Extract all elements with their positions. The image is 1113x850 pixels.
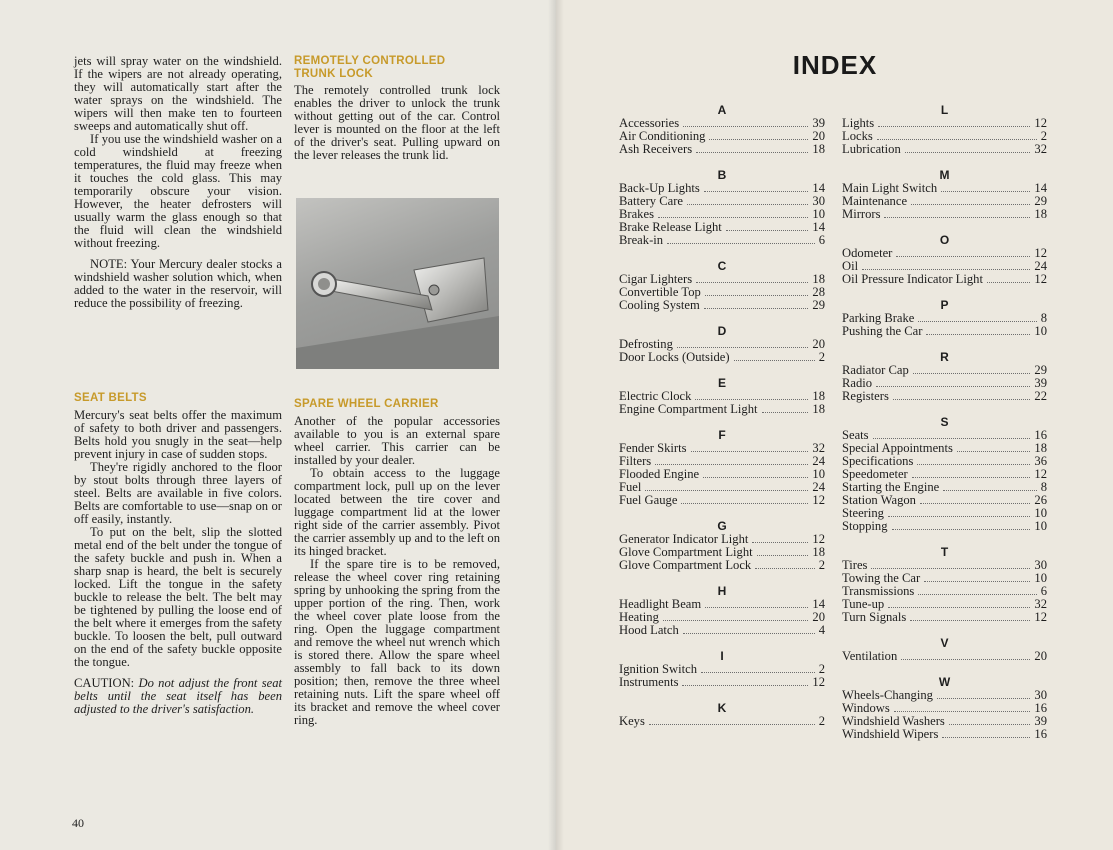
index-entry [842, 611, 1047, 624]
index-entry-leader-dots [687, 204, 808, 205]
index-entry-label: Door Locks (Outside) [619, 350, 730, 364]
index-letter-heading: I [720, 649, 724, 663]
index-entry-leader-dots [876, 386, 1030, 387]
index-entry-label: Oil [842, 259, 859, 273]
index-entry [619, 299, 825, 312]
index-entry-label: Headlight Beam [619, 597, 702, 611]
spare-wheel-heading: SPARE WHEEL CARRIER [294, 398, 439, 410]
index-entry-page: 6 [818, 233, 825, 247]
index-entry-label: Windshield Wipers [842, 727, 939, 741]
seat-belts-paragraph-1: Mercury's seat belts offer the maximum of safety to both driver and passengers. Belts hold you snugly in the seat—help prevent injury in case of sudden stops. [74, 407, 282, 461]
index-entry-page: 32 [1034, 597, 1047, 611]
index-entry-label: Ignition Switch [619, 662, 698, 676]
index-entry-label: Windshield Washers [842, 714, 945, 728]
index-entry [619, 143, 825, 156]
index-entry-page: 24 [812, 480, 825, 494]
index-entry-label: Glove Compartment Light [619, 545, 753, 559]
index-entry [842, 728, 1047, 741]
index-entry-page: 10 [812, 467, 825, 481]
index-title: INDEX [792, 50, 878, 80]
index-entry-label: Brake Release Light [619, 220, 722, 234]
trunk-lock-lever-photo [296, 198, 499, 369]
index-letter-heading: K [717, 701, 727, 715]
index-entry-leader-dots [941, 191, 1030, 192]
index-entry [842, 390, 1047, 403]
index-entry-page: 2 [818, 558, 825, 572]
index-entry-label: Ash Receivers [619, 142, 693, 156]
index-entry-leader-dots [949, 724, 1031, 725]
index-entry-leader-dots [913, 373, 1031, 374]
index-entry-label: Defrosting [619, 337, 673, 351]
index-entry-label: Radio [842, 376, 873, 390]
index-entry-label: Back-Up Lights [619, 181, 700, 195]
index-entry-page: 2 [818, 662, 825, 676]
index-letter-heading: F [718, 428, 726, 442]
index-entry-label: Engine Compartment Light [619, 402, 758, 416]
index-entry-leader-dots [942, 737, 1030, 738]
washer-note: NOTE: Your Mercury dealer stocks a windshield washer solution which, when added to the water in the reservoir, will reduce the possibility of freezing. [74, 257, 282, 310]
index-entry-leader-dots [696, 152, 808, 153]
index-entry-page: 18 [812, 389, 825, 403]
index-entry-leader-dots [677, 347, 809, 348]
index-entry-label: Tune-up [842, 597, 885, 611]
index-entry-leader-dots [705, 607, 808, 608]
index-entry-leader-dots [755, 568, 814, 569]
index-entry-leader-dots [888, 607, 1030, 608]
index-entry-leader-dots [888, 516, 1030, 517]
index-entry-page: 16 [1034, 727, 1047, 741]
index-entry-leader-dots [695, 399, 808, 400]
index-entry-page: 29 [812, 298, 825, 312]
index-entry-label: Filters [619, 454, 652, 468]
index-entry-label: Generator Indicator Light [619, 532, 749, 546]
index-entry-label: Fuel [619, 480, 642, 494]
index-entry [842, 520, 1047, 533]
index-letter-heading: G [717, 519, 727, 533]
index-entry-page: 28 [812, 285, 825, 299]
spare-wheel-section [294, 398, 500, 727]
trunk-lock-section [294, 55, 500, 162]
index-entry [619, 234, 825, 247]
seat-belts-paragraph-2: They're rigidly anchored to the floor by stout bolts through three layers of steel. Belts are available in five colors. Belts are comfortable to use—snap on or off easily, instantly. [74, 459, 282, 526]
index-entry-leader-dots [703, 477, 808, 478]
index-entry [842, 273, 1047, 286]
index-entry-leader-dots [682, 685, 808, 686]
index-entry-leader-dots [918, 321, 1036, 322]
index-entry-leader-dots [726, 230, 809, 231]
seat-belts-section [74, 392, 282, 716]
index-entry-leader-dots [911, 204, 1030, 205]
index-letter-heading: S [940, 415, 949, 429]
index-entry-page: 39 [1034, 376, 1047, 390]
index-entry-page: 12 [1034, 610, 1047, 624]
index-entry-leader-dots [924, 581, 1030, 582]
index-entry [619, 351, 825, 364]
index-entry-label: Specifications [842, 454, 914, 468]
index-entry-label: Steering [842, 506, 884, 520]
index-entry-page: 10 [1034, 519, 1047, 533]
index-entry-label: Fender Skirts [619, 441, 687, 455]
index-entry-label: Registers [842, 389, 889, 403]
index-entry-label: Maintenance [842, 194, 908, 208]
trunk-lever-illustration [296, 198, 499, 369]
index-entry-page: 39 [812, 116, 825, 130]
index-entry-leader-dots [683, 126, 808, 127]
index-entry-leader-dots [871, 568, 1030, 569]
book-gutter [548, 0, 564, 850]
index-entry-label: Lubrication [842, 142, 901, 156]
index-entry-leader-dots [862, 269, 1030, 270]
index-entry-label: Station Wagon [842, 493, 916, 507]
index-entry-leader-dots [655, 464, 808, 465]
index-entry-leader-dots [901, 659, 1030, 660]
index-column-2 [842, 104, 1047, 741]
trunk-lock-text: The remotely controlled trunk lock enables the driver to unlock the trunk without getting out of the car. Control lever is mounted on the floor at the left of the driver's seat. Pulling upward on the lever releases the trunk lid. [294, 83, 500, 162]
index-entry-page: 12 [1034, 272, 1047, 286]
index-entry-leader-dots [893, 399, 1031, 400]
index-entry-label: Windows [842, 701, 890, 715]
index-letter-heading: P [940, 298, 949, 312]
index-entry-label: Hood Latch [619, 623, 679, 637]
index-entry [842, 364, 1047, 377]
index-entry-page: 30 [1034, 558, 1047, 572]
index-entry-label: Break-in [619, 233, 664, 247]
index-entry-page: 18 [812, 142, 825, 156]
index-entry-page: 22 [1034, 389, 1047, 403]
index-letter-heading: W [938, 675, 951, 689]
index-letter-heading: R [940, 350, 949, 364]
index-entry-page: 12 [1034, 467, 1047, 481]
index-entry-page: 8 [1040, 480, 1047, 494]
left-page [0, 0, 556, 850]
index-letter-heading: B [717, 168, 727, 182]
index-entry-page: 39 [1034, 714, 1047, 728]
index-entry-page: 10 [1034, 571, 1047, 585]
index-entry [619, 559, 825, 572]
seat-belts-heading: SEAT BELTS [74, 392, 147, 404]
index-entry-label: Seats [842, 428, 869, 442]
page-number: 40 [72, 816, 84, 830]
index-entry-page: 2 [818, 350, 825, 364]
index-entry-page: 18 [1034, 207, 1047, 221]
index-entry [842, 650, 1047, 663]
index-entry-page: 12 [812, 675, 825, 689]
index-entry-leader-dots [691, 451, 809, 452]
index-entry-page: 30 [812, 194, 825, 208]
index-entry [842, 325, 1047, 338]
index-entry-label: Oil Pressure Indicator Light [842, 272, 983, 286]
index-letter-heading: M [939, 168, 950, 182]
index-letter-heading: L [940, 103, 949, 117]
index-entry-leader-dots [937, 698, 1030, 699]
index-entry [619, 403, 825, 416]
index-entry-page: 2 [818, 714, 825, 728]
index-entry-page: 14 [812, 220, 825, 234]
index-entry-label: Battery Care [619, 194, 683, 208]
index-letter-heading: V [940, 636, 949, 650]
index-entry-label: Locks [842, 129, 873, 143]
index-entry-label: Ventilation [842, 649, 898, 663]
index-entry-label: Towing the Car [842, 571, 921, 585]
index-entry-leader-dots [896, 256, 1030, 257]
index-entry-label: Tires [842, 558, 868, 572]
index-entry-page: 10 [1034, 324, 1047, 338]
index-entry-label: Instruments [619, 675, 679, 689]
index-entry-leader-dots [920, 503, 1030, 504]
index-entry-label: Main Light Switch [842, 181, 938, 195]
index-letter-heading: C [717, 259, 727, 273]
index-entry-label: Pushing the Car [842, 324, 923, 338]
index-entry-leader-dots [877, 139, 1037, 140]
index-letter-heading: A [717, 103, 727, 117]
index-entry-leader-dots [987, 282, 1030, 283]
index-entry-page: 18 [812, 402, 825, 416]
index-entry-label: Glove Compartment Lock [619, 558, 752, 572]
index-letter-heading: E [717, 376, 726, 390]
index-entry-leader-dots [683, 633, 815, 634]
index-entry-leader-dots [873, 438, 1031, 439]
index-entry-page: 8 [1040, 311, 1047, 325]
index-letter-heading: D [717, 324, 727, 338]
index-entry-page: 30 [1034, 688, 1047, 702]
spare-wheel-paragraph-2: To obtain access to the luggage compartment lock, pull up on the lever located between the tire cover and luggage compartment lid at the lower right side of the carrier assembly. Pivot the carrier assembly up and to the left on its hinged bracket. [294, 465, 500, 558]
index-entry-label: Radiator Cap [842, 363, 909, 377]
index-entry-page: 29 [1034, 363, 1047, 377]
index-entry-page: 14 [812, 597, 825, 611]
seat-belts-paragraph-3: To put on the belt, slip the slotted metal end of the belt under the tongue of the safety buckle and push in. When a sharp snap is heard, the belt is securely locked. Lift the tongue in the safety buckle to release the belt. The belt may be tightened by pulling the loose end of the belt where it emerges from the safety buckle. To loosen the belt, pull outward on the end of the safety buckle opposite the tongue. [74, 524, 282, 669]
index-entry-leader-dots [912, 477, 1031, 478]
index-entry-leader-dots [926, 334, 1030, 335]
index-entry-page: 32 [812, 441, 825, 455]
index-entry-leader-dots [663, 620, 809, 621]
index-entry-page: 24 [1034, 259, 1047, 273]
index-entry-page: 16 [1034, 701, 1047, 715]
trunk-lock-heading [294, 55, 500, 80]
index-entry-leader-dots [918, 594, 1036, 595]
index-entry-page: 14 [1034, 181, 1047, 195]
index-entry-label: Brakes [619, 207, 654, 221]
index-entry-label: Air Conditioning [619, 129, 706, 143]
index-entry-page: 29 [1034, 194, 1047, 208]
index-entry-label: Mirrors [842, 207, 881, 221]
caution-label: CAUTION: [74, 675, 135, 690]
index-entry-page: 20 [812, 129, 825, 143]
index-entry-label: Wheels-Changing [842, 688, 933, 702]
index-entry [842, 143, 1047, 156]
index-entry-label: Odometer [842, 246, 893, 260]
index-entry-label: Stopping [842, 519, 888, 533]
index-entry-label: Cigar Lighters [619, 272, 693, 286]
index-entry-leader-dots [681, 503, 808, 504]
index-entry-leader-dots [957, 451, 1031, 452]
index-entry-label: Special Appointments [842, 441, 953, 455]
index-entry-page: 4 [818, 623, 825, 637]
index-entry-label: Fuel Gauge [619, 493, 678, 507]
index-entry-label: Convertible Top [619, 285, 701, 299]
index-entry-leader-dots [884, 217, 1030, 218]
seat-belts-caution [74, 677, 282, 716]
spare-wheel-paragraph-3: If the spare tire is to be removed, release the wheel cover ring retaining spring by unhooking the spring from the upper portion of the ring. Then, work the wheel cover plate loose from the ring. Open the luggage compartment and remove the wheel nut wrench which is stored there. Allow the spare wheel assembly to fall back to its down position; then, remove the three wheel retaining nuts. Lift the spare wheel off its bracket and remove the wheel cover ring. [294, 556, 500, 727]
index-entry-leader-dots [658, 217, 808, 218]
index-entry-page: 20 [1034, 649, 1047, 663]
index-entry-label: Transmissions [842, 584, 915, 598]
washer-paragraph-1: jets will spray water on the windshield. If the wipers are not already operating, they will automatically start after the water sprays on the windshield. The wipers will then make ten to fourteen sweeps and automatically shut off. [74, 54, 282, 133]
trunk-lock-heading-line-1: REMOTELY CONTROLLED [294, 55, 446, 67]
index-column-1 [619, 104, 825, 728]
index-entry [619, 624, 825, 637]
index-entry-label: Flooded Engine [619, 467, 700, 481]
index-entry-page: 26 [1034, 493, 1047, 507]
index-entry-leader-dots [905, 152, 1031, 153]
index-entry-page: 12 [812, 493, 825, 507]
index-entry-label: Starting the Engine [842, 480, 940, 494]
index-entry-page: 18 [812, 545, 825, 559]
washer-paragraph-2: If you use the windshield washer on a cold windshield at freezing temperatures, the fluid may freeze when it touches the cold glass. This may temporarily obscure your vision. However, the heater defrosters will usually warm the glass enough so that the fluid will clean the windshield without freezing. [74, 132, 282, 250]
index-entry-leader-dots [734, 360, 815, 361]
caution-text: Do not adjust the front seat belts until the seat itself has been adjusted to the driver's satisfaction. [74, 675, 282, 716]
index-entry-leader-dots [943, 490, 1036, 491]
index-entry-leader-dots [752, 542, 808, 543]
trunk-lock-heading-line-2: TRUNK LOCK [294, 67, 374, 80]
index-entry-leader-dots [892, 529, 1031, 530]
index-entry-leader-dots [645, 490, 808, 491]
index-entry-leader-dots [910, 620, 1030, 621]
index-entry-leader-dots [709, 139, 808, 140]
index-entry [619, 468, 825, 481]
index-letter-heading: O [939, 233, 950, 247]
spare-wheel-paragraph-1: Another of the popular accessories available to you is an external spare wheel carrier. This carrier can be installed by your dealer. [294, 413, 500, 467]
index-entry-label: Accessories [619, 116, 680, 130]
index-entry-page: 20 [812, 337, 825, 351]
index-entry-page: 18 [812, 272, 825, 286]
index-entry-page: 2 [1040, 129, 1047, 143]
index-entry-leader-dots [878, 126, 1030, 127]
index-entry-leader-dots [667, 243, 815, 244]
index-entry-leader-dots [696, 282, 808, 283]
index-entry-label: Parking Brake [842, 311, 915, 325]
index-entry-label: Heating [619, 610, 659, 624]
index-entry-label: Turn Signals [842, 610, 907, 624]
index-entry-label: Cooling System [619, 298, 700, 312]
index-letter-heading: T [940, 545, 949, 559]
index-entry [619, 676, 825, 689]
index-entry-leader-dots [649, 724, 815, 725]
index-entry-page: 24 [812, 454, 825, 468]
index-entry-leader-dots [701, 672, 815, 673]
index-entry-leader-dots [705, 295, 809, 296]
index-entry-label: Lights [842, 116, 875, 130]
index-entry-leader-dots [757, 555, 809, 556]
index-entry-page: 18 [1034, 441, 1047, 455]
index-entry-leader-dots [762, 412, 809, 413]
index-entry-page: 10 [812, 207, 825, 221]
index-entry-page: 32 [1034, 142, 1047, 156]
index-entry-page: 12 [812, 532, 825, 546]
index-entry-page: 6 [1040, 584, 1047, 598]
index-entry [619, 715, 825, 728]
index-entry-label: Speedometer [842, 467, 908, 481]
index-entry-leader-dots [894, 711, 1031, 712]
left-column-1 [74, 55, 282, 310]
index-entry-page: 12 [1034, 116, 1047, 130]
index-entry-page: 16 [1034, 428, 1047, 442]
index-entry-page: 14 [812, 181, 825, 195]
index-entry [842, 247, 1047, 260]
index-entry-leader-dots [704, 191, 809, 192]
index-entry [842, 208, 1047, 221]
index-letter-heading: H [717, 584, 727, 598]
index-entry-page: 12 [1034, 246, 1047, 260]
index-entry-page: 10 [1034, 506, 1047, 520]
index-entry-page: 36 [1034, 454, 1047, 468]
index-entry [619, 494, 825, 507]
index-entry-leader-dots [704, 308, 809, 309]
index-entry-page: 20 [812, 610, 825, 624]
index-entry-label: Keys [619, 714, 645, 728]
index-entry-leader-dots [917, 464, 1030, 465]
index-entry-label: Electric Clock [619, 389, 692, 403]
